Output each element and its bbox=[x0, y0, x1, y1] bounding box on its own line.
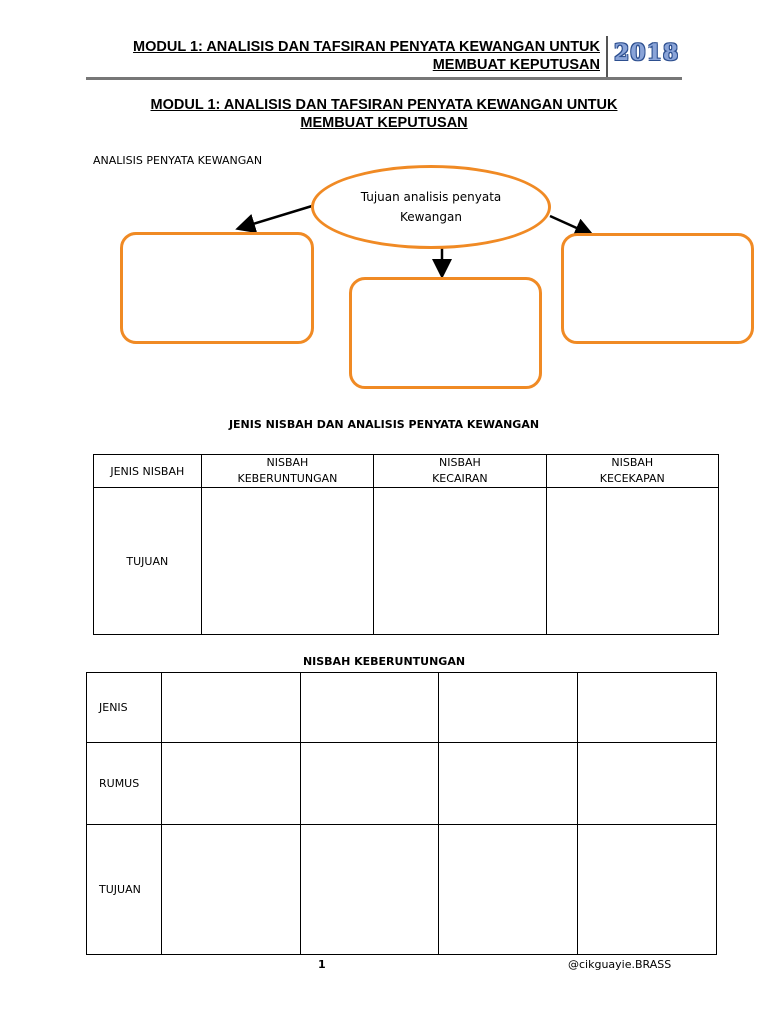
arrow-left bbox=[240, 206, 312, 228]
table1-col3-line2: KECEKAPAN bbox=[599, 472, 665, 485]
table2-cell[interactable] bbox=[439, 743, 578, 825]
table2-row-rumus: RUMUS bbox=[87, 743, 162, 825]
page-title-line2: MEMBUAT KEPUTUSAN bbox=[300, 115, 468, 131]
ratio-types-table bbox=[93, 454, 719, 635]
table2-row-tujuan: TUJUAN bbox=[87, 825, 162, 955]
page-title-line1: MODUL 1: ANALISIS DAN TAFSIRAN PENYATA KEWANGAN UNTUK bbox=[150, 97, 618, 113]
table1-col1-line2: KEBERUNTUNGAN bbox=[237, 472, 338, 485]
table1-col2-line2: KECAIRAN bbox=[432, 472, 488, 485]
footer-credit: @cikguayie.BRASS bbox=[568, 958, 672, 971]
table1-col3-line1: NISBAH bbox=[611, 456, 654, 469]
center-oval-line2: Kewangan bbox=[399, 210, 462, 224]
table2-cell[interactable] bbox=[161, 673, 300, 743]
running-header-line2: MEMBUAT KEPUTUSAN bbox=[432, 57, 600, 73]
answer-box-right[interactable] bbox=[561, 233, 754, 344]
table2-caption: NISBAH KEBERUNTUNGAN bbox=[302, 655, 466, 668]
answer-box-center[interactable] bbox=[349, 277, 542, 389]
table1-caption: JENIS NISBAH DAN ANALISIS PENYATA KEWANGAN bbox=[228, 418, 540, 431]
table1-header-col1 bbox=[201, 455, 374, 488]
page-number: 1 bbox=[318, 958, 326, 971]
center-oval-line1: Tujuan analisis penyata bbox=[360, 190, 502, 204]
header-year: 2018 bbox=[614, 40, 680, 66]
arrow-right bbox=[550, 216, 590, 234]
table2-cell[interactable] bbox=[161, 743, 300, 825]
table2-cell[interactable] bbox=[578, 743, 717, 825]
section-heading-analisis: ANALISIS PENYATA KEWANGAN bbox=[93, 154, 263, 167]
table2-cell[interactable] bbox=[161, 825, 300, 955]
table1-cell[interactable] bbox=[546, 488, 718, 635]
table2-cell[interactable] bbox=[578, 825, 717, 955]
table1-cell[interactable] bbox=[374, 488, 546, 635]
center-oval bbox=[311, 165, 551, 249]
table2-cell[interactable] bbox=[578, 673, 717, 743]
table1-row-tujuan: TUJUAN bbox=[94, 488, 202, 635]
table2-cell[interactable] bbox=[300, 825, 439, 955]
table1-header-col3 bbox=[546, 455, 718, 488]
profitability-table bbox=[86, 672, 717, 955]
table1-header-jenis: JENIS NISBAH bbox=[94, 455, 202, 488]
answer-box-left[interactable] bbox=[120, 232, 314, 344]
table1-cell[interactable] bbox=[201, 488, 374, 635]
table2-cell[interactable] bbox=[439, 673, 578, 743]
table2-row-jenis: JENIS bbox=[87, 673, 162, 743]
table1-col2-line1: NISBAH bbox=[438, 456, 481, 469]
table2-cell[interactable] bbox=[300, 673, 439, 743]
running-header-line1: MODUL 1: ANALISIS DAN TAFSIRAN PENYATA KEWANGAN UNTUK bbox=[133, 39, 600, 55]
table2-cell[interactable] bbox=[439, 825, 578, 955]
table1-col1-line1: NISBAH bbox=[266, 456, 309, 469]
table2-cell[interactable] bbox=[300, 743, 439, 825]
table1-header-col2 bbox=[374, 455, 546, 488]
